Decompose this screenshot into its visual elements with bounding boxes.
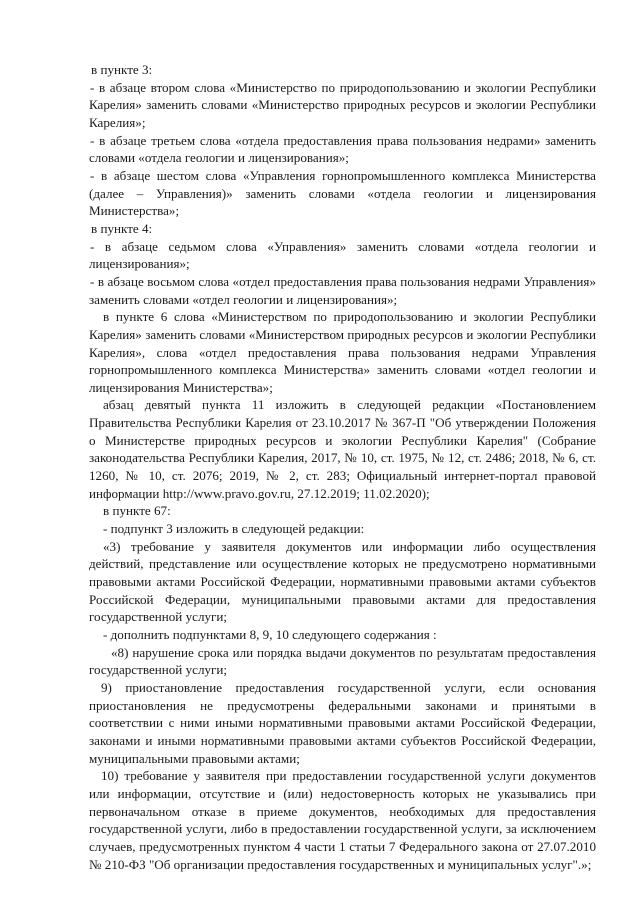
paragraph-subpoint-9: 9) приостановление предоставления государственной услуги, если основания приостановления не предусмотрены федеральными законами и принятыми в соответствии с ними иными нормативными правовыми актами Российской Федерации, законами и иными нормативными правовыми актами субъектов Российской Федерации, муниципальными правовыми актами;	[89, 679, 596, 766]
paragraph-point-4-seventh-abzac: - в абзаце седьмом слова «Управления» заменить словами «отдела геологии и лицензирования»;	[89, 238, 596, 272]
paragraph-point-3-third-abzac: - в абзаце третьем слова «отдела предоставления права пользования недрами» заменить словами «отдела геологии и лицензирования»;	[89, 132, 596, 166]
paragraph-point-6: в пункте 6 слова «Министерством по природопользованию и экологии Республики Карелия» заменить словами «Министерством природных ресурсов и экологии Республики Карелия», слова «отдел предоставления права пользования недрами Управления горнопромышленного комплекса Министерства» заменить словами «отдел геологии и лицензирования Министерства»;	[89, 309, 596, 395]
paragraph-point-3-second-abzac: - в абзаце втором слова «Министерство по природопользованию и экологии Республики Карелия» заменить словами «Министерство природных ресурсов и экологии Республики Карелия»;	[89, 79, 596, 130]
paragraph-point-67-heading: в пункте 67:	[103, 503, 171, 519]
paragraph-subpoint-3-text: «3) требование у заявителя документов или информации либо осуществления действий, представление или осуществление которых не предусмотрено нормативными правовыми актами Российской Федерации, нормативными правовыми актами субъектов Российской Федерации, муниципальными правовыми актами для предоставления государственной услуги;	[89, 538, 596, 625]
document-body	[89, 61, 596, 873]
paragraph-add-subpoints-intro: - дополнить подпунктами 8, 9, 10 следующего содержания :	[103, 627, 437, 642]
paragraph-point-3-sixth-abzac: - в абзаце шестом слова «Управления горнопромышленного комплекса Министерства (далее – Управления)» заменить словами «отдела геологии и лицензирования Министерства»;	[89, 167, 596, 219]
paragraph-point-4-eighth-abzac: - в абзаце восьмом слова «отдел предоставления права пользования недрами Управления» заменить словами «отдел геологии и лицензирования»;	[89, 273, 596, 307]
paragraph-point-3-heading: в пункте 3:	[91, 62, 153, 77]
paragraph-subpoint-10: 10) требование у заявителя при предоставлении государственной услуги документов или информации, отсутствие и (или) недостоверность которых не указывались при первоначальном отказе в приеме документов, необходимых для предоставления государственной услуги, либо в предоставлении государственной услуги, за исключением случаев, предусмотренных пунктом 4 части 1 статьи 7 Федерального закона от 27.07.2010 № 210-ФЗ "Об организации предоставления государственных и муниципальных услуг".»;	[89, 768, 596, 872]
paragraph-subpoint-3-intro: - подпункт 3 изложить в следующей редакции:	[103, 521, 365, 537]
paragraph-point-4-heading: в пункте 4:	[91, 220, 153, 236]
paragraph-subpoint-8: «8) нарушение срока или порядка выдачи документов по результатам предоставления государственной услуги;	[89, 644, 596, 678]
paragraph-point-11: абзац девятый пункта 11 изложить в следующей редакции «Постановлением Правительства Республики Карелия от 23.10.2017 № 367-П "Об утверждении Положения о Министерстве природных ресурсов и экологии Республики Карелия" (Собрание законодательства Республики Карелия, 2017, № 10, ст. 1975, № 12, ст. 2486; 2018, № 6, ст. 1260, № 10, ст. 2076; 2019, № 2, ст. 283; Официальный интернет-портал правовой информации http://www.pravo.gov.ru, 27.12.2019; 11.02.2020);	[89, 397, 596, 501]
